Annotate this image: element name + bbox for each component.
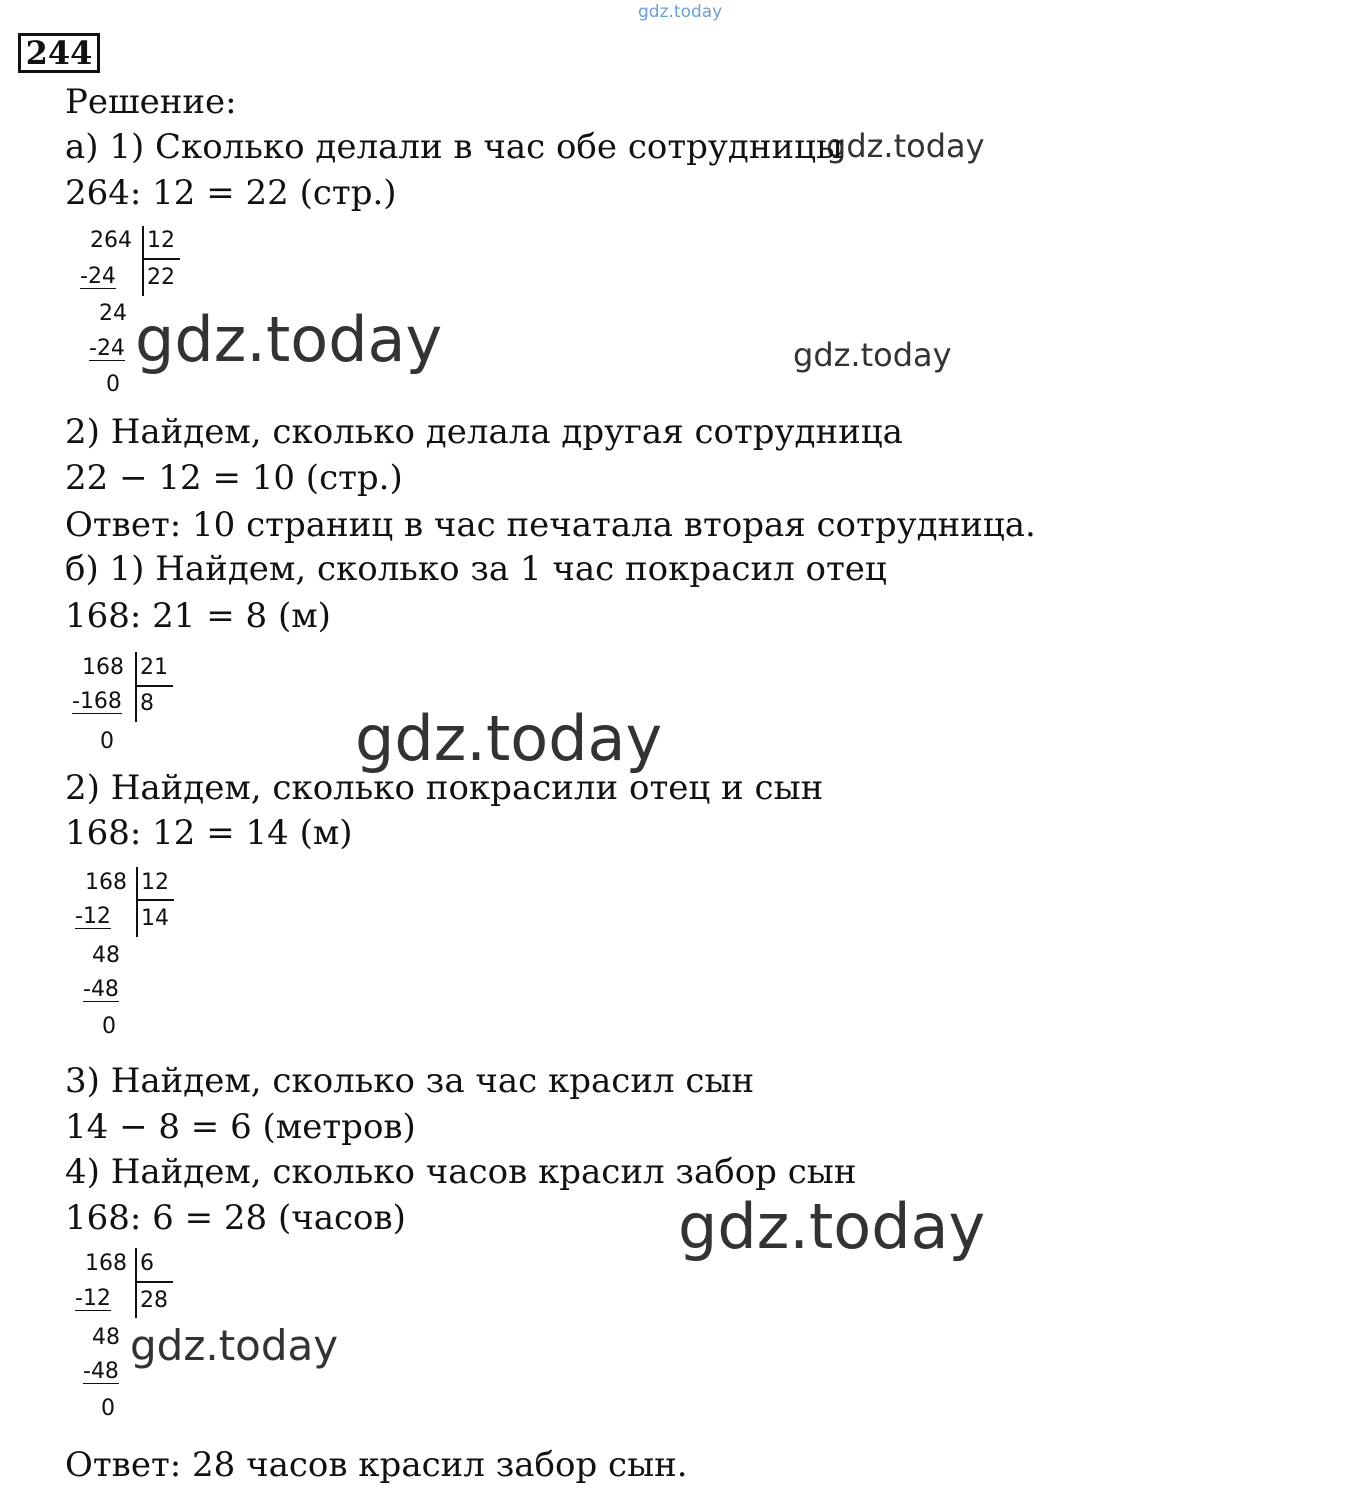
text-line: 2) Найдем, сколько покрасили отец и сын <box>65 768 824 808</box>
equation-line: 264: 12 = 22 (стр.) <box>65 173 397 213</box>
division-step: 24 <box>99 301 127 326</box>
equation-line: 168: 6 = 28 (часов) <box>65 1198 406 1238</box>
text-line: 2) Найдем, сколько делала другая сотрудница <box>65 412 903 452</box>
division-bar <box>135 685 173 687</box>
division-step: -168 <box>72 689 122 714</box>
watermark: gdz.today <box>355 702 663 775</box>
equation-line: 168: 21 = 8 (м) <box>65 596 331 636</box>
equation-line: 22 − 12 = 10 (стр.) <box>65 458 403 498</box>
watermark: gdz.today <box>130 1321 339 1370</box>
answer-line: Ответ: 28 часов красил забор сын. <box>65 1445 688 1485</box>
watermark: gdz.today <box>135 303 443 376</box>
division-step: -24 <box>80 264 116 289</box>
division-bar <box>135 1281 173 1283</box>
division-dividend: 168 <box>82 655 124 680</box>
division-divisor: 12 <box>141 870 169 895</box>
division-step: 0 <box>106 372 120 397</box>
division-quotient: 14 <box>141 906 169 931</box>
solution-heading: Решение: <box>65 82 237 122</box>
division-divisor: 12 <box>147 228 175 253</box>
text-line: 3) Найдем, сколько за час красил сын <box>65 1061 755 1101</box>
answer-line: Ответ: 10 страниц в час печатала вторая сотрудница. <box>65 505 1036 545</box>
equation-line: 168: 12 = 14 (м) <box>65 813 353 853</box>
division-bar <box>135 1248 137 1318</box>
division-step: -24 <box>89 336 125 361</box>
text-line: б) 1) Найдем, сколько за 1 час покрасил отец <box>65 549 887 589</box>
equation-line: 14 − 8 = 6 (метров) <box>65 1107 416 1147</box>
division-bar <box>142 226 144 296</box>
division-step: -48 <box>83 977 119 1002</box>
division-dividend: 168 <box>85 870 127 895</box>
division-quotient: 8 <box>140 691 154 716</box>
division-bar <box>136 899 174 901</box>
division-step: -12 <box>75 1286 111 1311</box>
division-dividend: 168 <box>85 1251 127 1276</box>
division-step: 0 <box>100 729 114 754</box>
division-step: -12 <box>75 904 111 929</box>
division-step: 48 <box>92 1325 120 1350</box>
watermark: gdz.today <box>826 127 985 165</box>
division-bar <box>136 867 138 937</box>
watermark: gdz.today <box>793 336 952 374</box>
division-divisor: 21 <box>140 655 168 680</box>
division-step: 0 <box>101 1396 115 1421</box>
division-quotient: 22 <box>147 265 175 290</box>
division-bar <box>135 652 137 722</box>
text-line: 4) Найдем, сколько часов красил забор сын <box>65 1152 857 1192</box>
watermark: gdz.today <box>678 1190 986 1263</box>
division-quotient: 28 <box>140 1288 168 1313</box>
division-bar <box>142 258 180 260</box>
division-dividend: 264 <box>90 228 132 253</box>
text-line: а) 1) Сколько делали в час обе сотрудницы <box>65 127 844 167</box>
watermark-top: gdz.today <box>638 2 723 22</box>
division-step: 0 <box>102 1014 116 1039</box>
division-step: -48 <box>83 1359 119 1384</box>
division-divisor: 6 <box>140 1251 154 1276</box>
division-step: 48 <box>92 943 120 968</box>
problem-number: 244 <box>18 33 100 73</box>
